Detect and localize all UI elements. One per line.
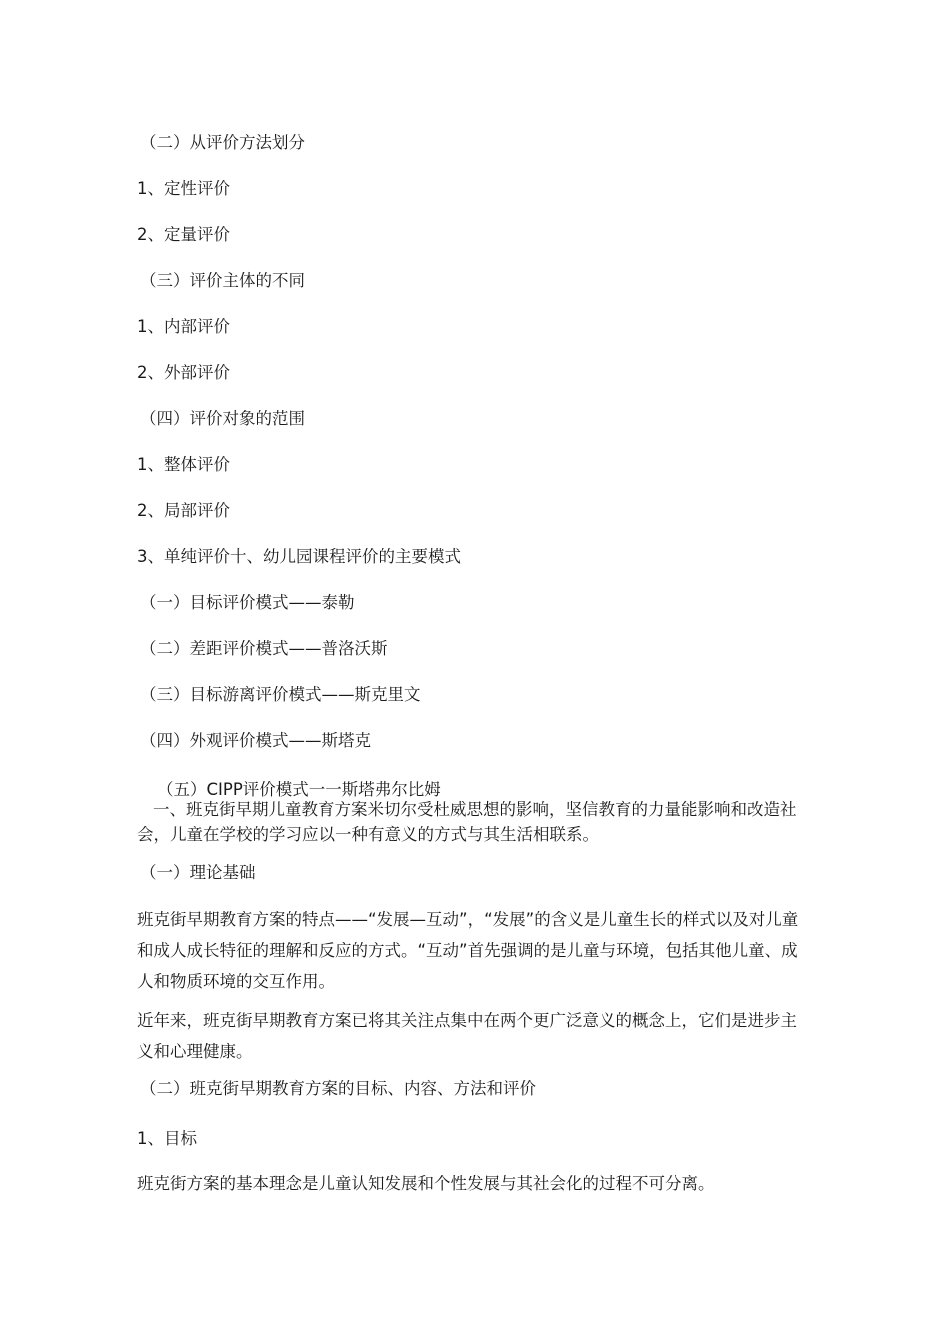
section-heading-theory: （一）理论基础 <box>140 863 256 882</box>
section-heading-evaluation-scope: （四）评价对象的范围 <box>140 409 305 428</box>
model-item-countenance: （四）外观评价模式——斯塔克 <box>140 731 371 750</box>
paragraph-bank-street-intro: 一、班克街早期儿童教育方案米切尔受杜威思想的影响，坚信教育的力量能影响和改造社会，儿童在学校的学习应以一种有意义的方式与其生活相联系。 <box>137 800 797 844</box>
list-item-external: 2、外部评价 <box>137 363 230 382</box>
section-heading-evaluation-method: （二）从评价方法划分 <box>140 133 305 152</box>
paragraph-recent-years: 近年来，班克街早期教育方案已将其关注点集中在两个更广泛意义的概念上，它们是进步主义和心理健康。 <box>137 1011 797 1061</box>
list-item-quantitative: 2、定量评价 <box>137 225 230 244</box>
model-item-goal-free: （三）目标游离评价模式——斯克里文 <box>140 685 421 704</box>
list-item-partial: 2、局部评价 <box>137 501 230 520</box>
paragraph-basic-concept: 班克街方案的基本理念是儿童认知发展和个性发展与其社会化的过程不可分离。 <box>137 1174 715 1193</box>
model-item-goal: （一）目标评价模式——泰勒 <box>140 593 355 612</box>
model-item-discrepancy: （二）差距评价模式——普洛沃斯 <box>140 639 388 658</box>
list-item-qualitative: 1、定性评价 <box>137 179 230 198</box>
list-item-internal: 1、内部评价 <box>137 317 230 336</box>
list-item-goal: 1、目标 <box>137 1129 197 1148</box>
list-item-overall: 1、整体评价 <box>137 455 230 474</box>
section-heading-evaluation-subject: （三）评价主体的不同 <box>140 271 305 290</box>
model-item-cipp: （五）CIPP评价模式一一斯塔弗尔比姆 <box>157 780 441 799</box>
list-item-single-and-heading-ten: 3、单纯评价十、幼儿园课程评价的主要模式 <box>137 547 461 566</box>
paragraph-features: 班克街早期教育方案的特点——“发展—互动”，“发展”的含义是儿童生长的样式以及对儿童和成人成长特征的理解和反应的方式。“互动”首先强调的是儿童与环境，包括其他儿童、成人和物质环境的交互作用。 <box>137 910 799 991</box>
section-heading-goals-content: （二）班克街早期教育方案的目标、内容、方法和评价 <box>140 1079 536 1098</box>
